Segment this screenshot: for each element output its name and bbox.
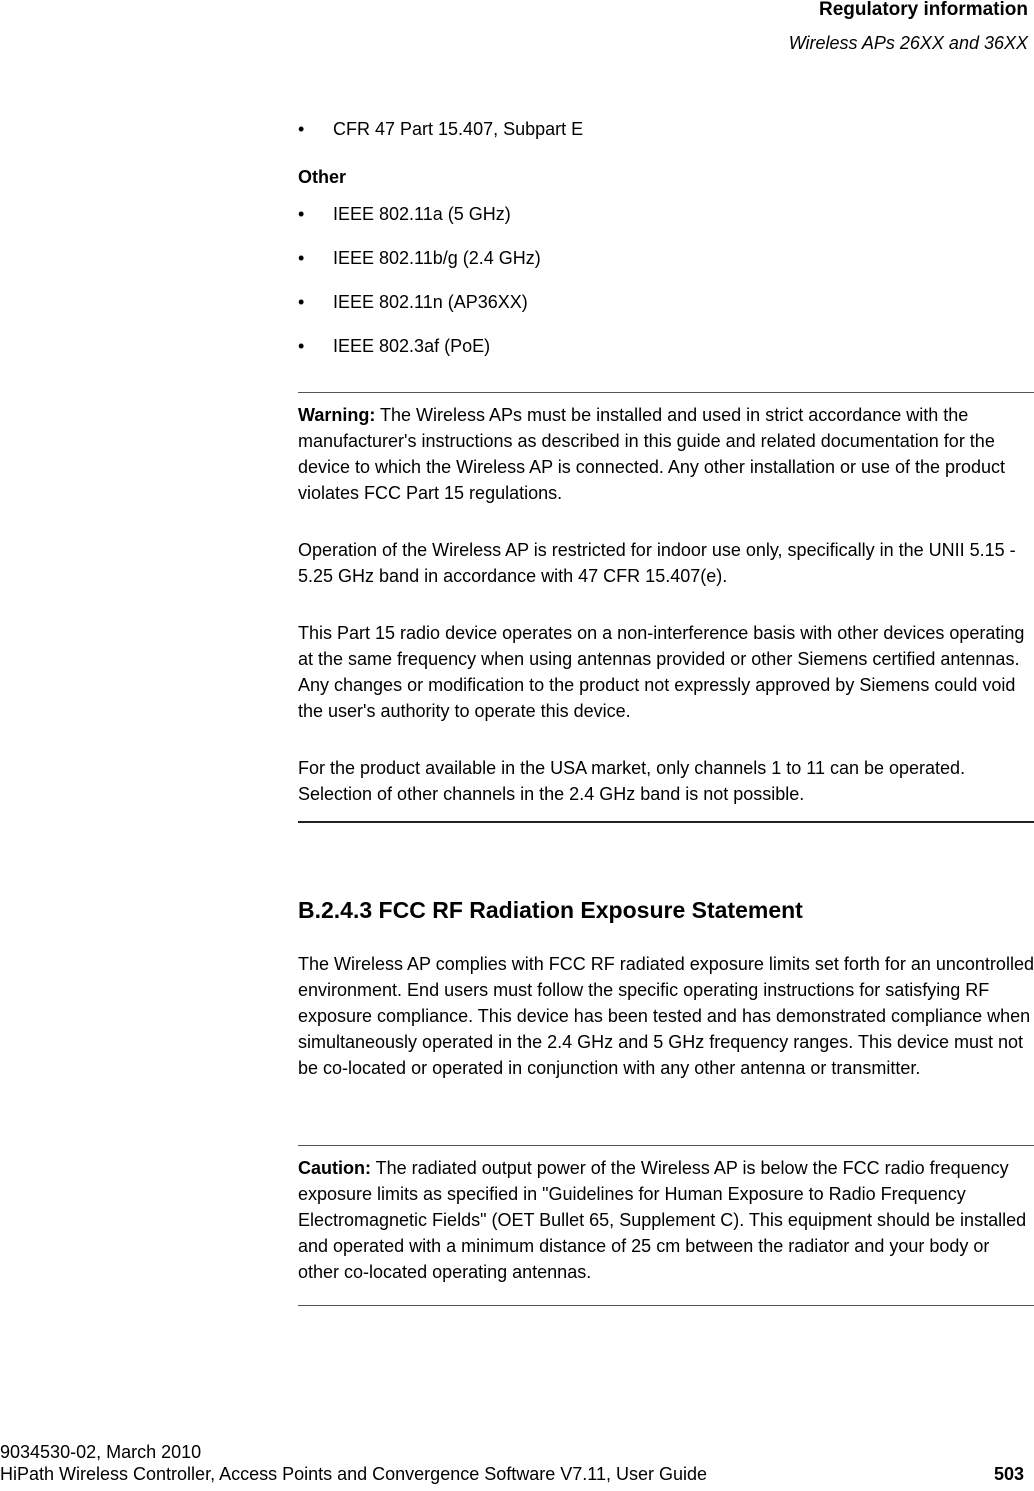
caution-top-rule [298,1145,1034,1146]
footer-guide-title: HiPath Wireless Controller, Access Points and Convergence Software V7.11, User Guide [0,1464,708,1484]
warning-top-rule [298,392,1034,393]
warning-paragraph-3: This Part 15 radio device operates on a non-interference basis with other devices operating at the same frequency when using antennas provided or other Siemens certified antennas. Any changes or modification to the product not expressly approved by Siemens could void the user's authority to operate this device. [298,623,1025,721]
list-item [298,247,541,269]
warning-paragraph-4: For the product available in the USA market, only channels 1 to 11 can be operated. Selection of other channels in the 2.4 GHz band is not possible. [298,758,966,804]
list-item-text: IEEE 802.3af (PoE) [333,336,491,356]
list-item [298,335,490,357]
bullet-icon: • [298,204,305,224]
list-item [298,118,583,140]
warning-bottom-rule [298,821,1034,823]
bullet-icon: • [298,248,305,268]
section-body: The Wireless AP complies with FCC RF radiated exposure limits set forth for an uncontrolled environment. End users must follow the specific operating instructions for satisfying RF exposure compliance. This device has been tested and has demonstrated compliance when simultaneously operated in the 2.4 GHz and 5 GHz frequency ranges. This device must not be co-located or operated in conjunction with any other antenna or transmitter. [298,954,1034,1078]
list-item [298,203,511,225]
page-footer [0,1441,1034,1485]
footer-line [0,1463,1034,1485]
list-item-text: IEEE 802.11b/g (2.4 GHz) [333,248,541,268]
footer-doc-number: 9034530-02, March 2010 [0,1442,202,1462]
bullet-icon: • [298,119,305,139]
list-item-text: CFR 47 Part 15.407, Subpart E [333,119,584,139]
warning-paragraph-2: Operation of the Wireless AP is restricted for indoor use only, specifically in the UNII 5.15 - 5.25 GHz band in accordance with 47 CFR 15.407(e). [298,540,1016,586]
caution-bottom-rule [298,1305,1034,1306]
subheading-other: Other [298,167,347,187]
list-item-text: IEEE 802.11n (AP36XX) [333,292,528,312]
warning-text: The Wireless APs must be installed and used in strict accordance with the manufacturer's instructions as described in this guide and related documentation for the device to which the Wireless AP is connected. Any other installation or use of the product violates FCC Part 15 regulations. [298,405,1006,503]
page-number: 503 [993,1464,1024,1484]
caution-label: Caution: [298,1158,371,1178]
section-heading: B.2.4.3 FCC RF Radiation Exposure Statement [298,897,803,923]
warning-paragraph [298,402,1034,506]
caution-text: The radiated output power of the Wireless AP is below the FCC radio frequency exposure limits as specified in "Guidelines for Human Exposure to Radio Frequency Electromagnetic Fields" (OET Bullet 65, Supplement C). This equipment should be installed and operated with a minimum distance of 25 cm between the radiator and your body or other co-located operating antennas. [298,1158,1027,1282]
caution-paragraph [298,1155,1034,1285]
bullet-icon: • [298,336,305,356]
header-title: Regulatory information [818,0,1028,20]
list-item [298,291,528,313]
header-subtitle: Wireless APs 26XX and 36XX [788,33,1028,53]
list-item-text: IEEE 802.11a (5 GHz) [333,204,511,224]
warning-label: Warning: [298,405,376,425]
running-header [789,0,1028,54]
bullet-icon: • [298,292,305,312]
